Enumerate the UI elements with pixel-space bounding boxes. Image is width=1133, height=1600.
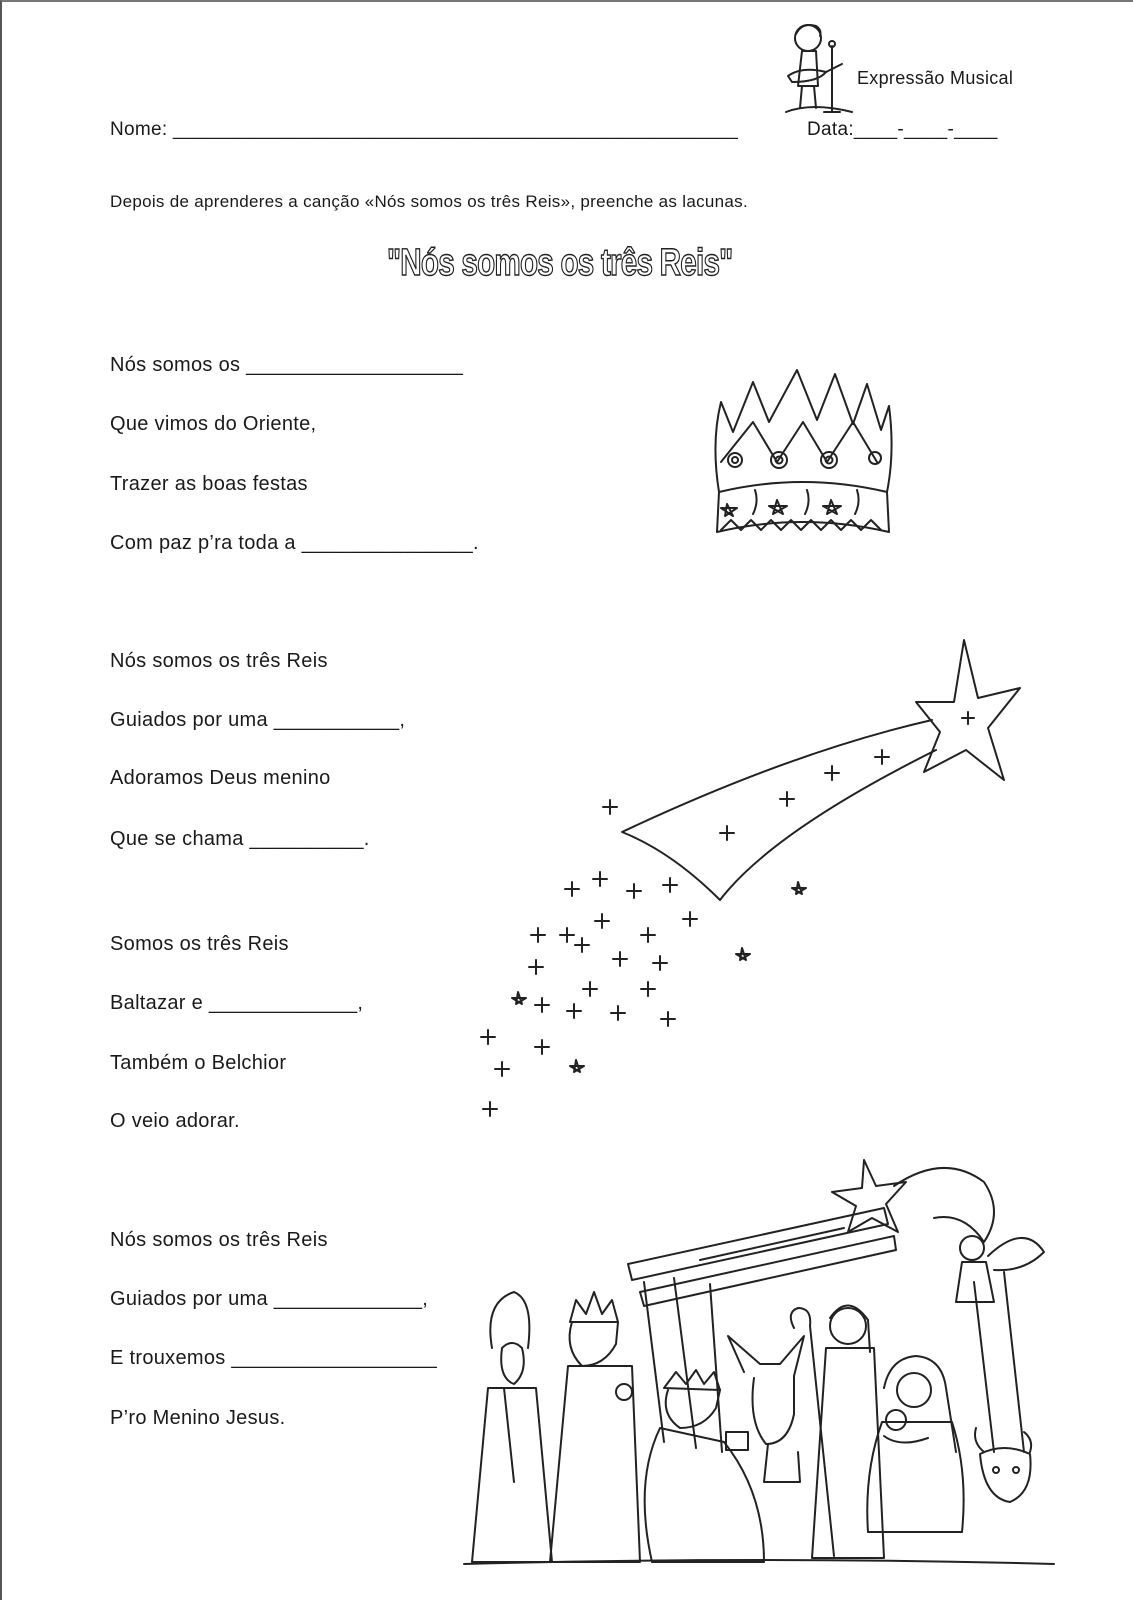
instructions-text: Depois de aprenderes a canção «Nós somos os três Reis», preenche as lacunas. xyxy=(110,192,748,211)
stanza-3-line-4: O veio adorar. xyxy=(110,1110,240,1132)
stanza-1-line-2: Que vimos do Oriente, xyxy=(110,413,317,435)
crown-icon xyxy=(707,362,897,547)
stanza-4-line-4: P’ro Menino Jesus. xyxy=(110,1407,286,1429)
stanza-4-line-2: Guiados por uma _____________, xyxy=(110,1288,429,1310)
stanza-4-line-1: Nós somos os três Reis xyxy=(110,1229,328,1251)
stanza-2-line-3: Adoramos Deus menino xyxy=(110,767,331,789)
song-title: "Nós somos os três Reis" xyxy=(387,242,733,284)
stanza-1-line-3: Trazer as boas festas xyxy=(110,473,308,495)
stanza-2-line-4: Que se chama __________. xyxy=(110,828,370,850)
stanza-3-line-1: Somos os três Reis xyxy=(110,933,289,955)
date-field-line: Data:____-____-____ xyxy=(807,119,998,140)
name-field-line: Nome: ____________________________________________________ xyxy=(110,119,739,140)
stanza-2-line-2: Guiados por uma ___________, xyxy=(110,709,406,731)
nativity-scene-icon xyxy=(464,1152,1064,1572)
stanza-1-line-4: Com paz p’ra toda a _______________. xyxy=(110,532,479,554)
child-guitar-icon xyxy=(782,16,862,116)
subject-label: Expressão Musical xyxy=(857,68,1014,88)
stanza-1-line-1: Nós somos os ___________________ xyxy=(110,354,464,376)
stanza-4-line-3: E trouxemos __________________ xyxy=(110,1347,438,1369)
stanza-3-line-3: Também o Belchior xyxy=(110,1052,287,1074)
stanza-2-line-1: Nós somos os três Reis xyxy=(110,650,328,672)
shooting-star-icon xyxy=(472,632,1032,1132)
stanza-3-line-2: Baltazar e _____________, xyxy=(110,992,364,1014)
